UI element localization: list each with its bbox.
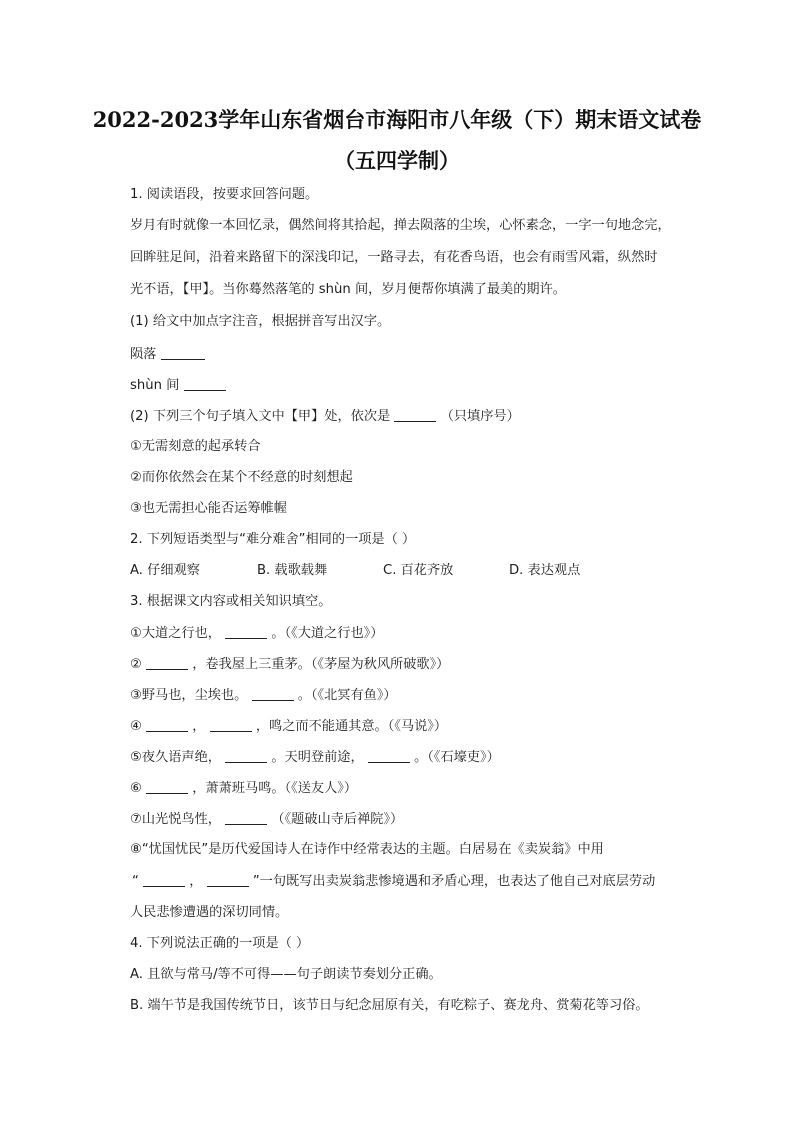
q3-item-3 [130,686,397,705]
q3-item-2-text: ，卷我屋上三重茅。（《茅屋为秋风所破歌》） [192,657,450,672]
q3-item-7-source: （《题破山寺后禅院》） [271,812,404,827]
q3-item-3-text: ③野马也，尘埃也。 [130,688,248,703]
q3-item-2 [130,655,449,674]
answer-blank[interactable] [225,748,267,763]
q3-item-8-line-1: ⑧“忧国忧民”是历代爱国诗人在诗作中经常表达的主题。白居易在《卖炭翁》中用 [130,842,604,857]
q1-sub2-note: （只填序号） [440,409,520,424]
answer-blank[interactable] [368,748,410,763]
q4-stem: 4. 下列说法正确的一项是（ ） [130,936,310,951]
q3-item-1 [130,624,383,643]
q3-item-1-text: ①大道之行也， [130,626,221,641]
q1-sentence-3: ③也无需担心能否运筹帷幄 [130,501,287,516]
answer-blank[interactable] [252,686,294,701]
answer-blank[interactable] [146,655,188,670]
q2-option-d[interactable]: D. 表达观点 [509,563,581,578]
q3-item-7 [130,810,403,829]
q1-word1-row [130,345,205,364]
answer-blank[interactable] [146,717,188,732]
q1-passage-line-3: 光不语，【甲】。当你蓦然落笔的 shùn 间，岁月便帮你填满了最美的期许。 [130,282,566,297]
q1-word2: shùn 间 [130,378,180,393]
answer-blank[interactable] [225,624,267,639]
q1-word1: 陨落 [130,347,157,362]
answer-blank[interactable] [394,407,436,422]
q4-option-a[interactable]: A. 且欲与常马/等不可得——句子朗读节奏划分正确。 [130,967,442,982]
q1-passage-line-2: 回眸驻足间，沿着来路留下的深浅印记，一路寻去，有花香鸟语，也会有雨雪风霜，纵然时 [130,250,658,265]
q3-item-1-source: 。（《大道之行也》） [271,626,384,641]
q1-passage-line-1: 岁月有时就像一本回忆录，偶然间将其拾起，掸去陨落的尘埃，心怀素念，一字一句地念完， [130,218,671,233]
q2-option-b[interactable]: B. 载歌载舞 [257,563,328,578]
exam-subtitle: （五四学制） [334,148,460,173]
q3-item-4-sep: ， [192,719,206,734]
q3-item-4-num: ④ [130,719,142,734]
q3-item-5-mid: 。天明登前途， [271,750,364,765]
q3-item-7-text: ⑦山光悦鸟性， [130,812,221,827]
q1-sub1: (1) 给文中加点字注音，根据拼音写出汉字。 [130,314,391,329]
q1-sub2-text: (2) 下列三个句子填入文中【甲】处，依次是 [130,409,391,424]
q3-item-4 [130,717,447,736]
answer-blank[interactable] [184,376,226,391]
q3-item-5-text: ⑤夜久语声绝， [130,750,221,765]
q3-item-3-source: 。（《北冥有鱼》） [297,688,397,703]
q1-sentence-2: ②而你依然会在某个不经意的时刻想起 [130,470,353,485]
q1-sub2-row [130,407,520,426]
answer-blank[interactable] [207,872,249,887]
q2-option-a[interactable]: A. 仔细观察 [130,563,200,578]
q3-item-6-num: ⑥ [130,781,142,796]
q3-item-5-source: 。（《石壕吏》） [414,750,500,765]
q3-item-8-tail: ”一句既写出卖炭翁悲惨境遇和矛盾心理，也表达了他自己对底层劳动 [252,874,656,889]
q3-item-8-line-3: 人民悲惨遭遇的深切同情。 [130,905,289,920]
q4-option-b[interactable]: B. 端午节是我国传统节日，该节日与纪念屈原有关，有吃粽子、赛龙舟、赏菊花等习俗。 [130,998,649,1013]
answer-blank[interactable] [225,810,267,825]
q3-item-5 [130,748,500,767]
q3-stem: 3. 根据课文内容或相关知识填空。 [130,594,332,609]
q2-option-c[interactable]: C. 百花齐放 [383,563,454,578]
exam-title: 2022-2023学年山东省烟台市海阳市八年级（下）期末语文试卷 [92,107,702,132]
q3-item-2-num: ② [130,657,142,672]
q2-stem: 2. 下列短语类型与“难分难舍”相同的一项是（ ） [130,532,416,547]
q3-item-6-text: ，萧萧班马鸣。（《送友人》） [192,781,358,796]
answer-blank[interactable] [161,345,205,360]
q1-stem: 1. 阅读语段，按要求回答问题。 [130,187,319,202]
q1-word2-row [130,376,226,395]
answer-blank[interactable] [210,717,252,732]
q3-item-6 [130,779,357,798]
comma: ， [189,874,203,889]
q1-sentence-1: ①无需刻意的起承转合 [130,439,261,454]
answer-blank[interactable] [143,872,185,887]
q3-item-8-line-2 [132,872,655,891]
answer-blank[interactable] [146,779,188,794]
q3-item-4-text: ，鸣之而不能通其意。（《马说》） [255,719,448,734]
open-quote: “ [132,874,139,889]
